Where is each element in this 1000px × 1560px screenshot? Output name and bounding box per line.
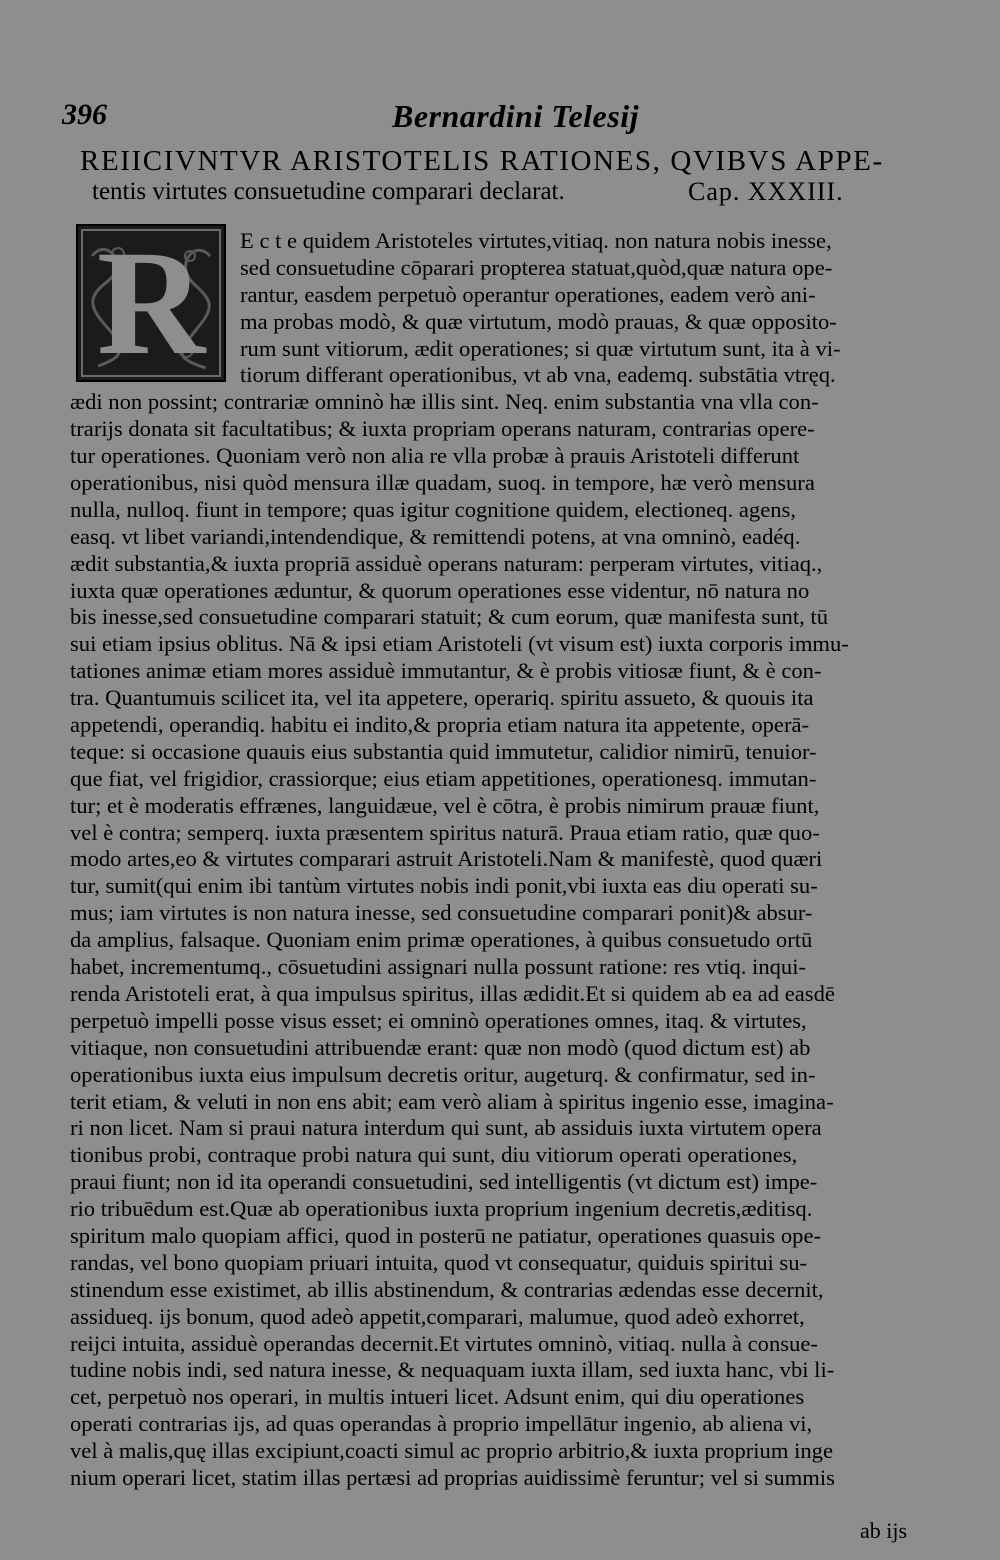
text-line: reijci intuita, assiduè operandas decernit.Et virtutes omninò, vitiaq. nulla à consue- [70,1330,818,1356]
running-title: Bernardini Telesij [392,98,639,134]
text-line: tur, sumit(qui enim ibi tantùm virtutes nobis indi ponit,vbi iuxta eas diu operati su- [70,873,818,899]
text-line: ma probas modò, & quæ virtutum, modò prauas, & quæ opposito- [240,308,837,334]
text-line: tur; et è moderatis effrænes, languidæue, vel è cōtra, è probis nimirum prauæ fiunt, [70,792,820,818]
text-line: iuxta quæ operationes æduntur, & quorum operationes esse videntur, nō natura no [70,577,810,603]
text-line: nulla, nulloq. fiunt in tempore; quas igitur cognitione quidem, electioneq. agens, [70,496,796,522]
running-head [62,98,902,138]
text-line: appetendi, operandiq. habitu ei indito,& propria etiam natura ita appetente, operā- [70,712,810,738]
text-line: E c t e quidem Aristoteles virtutes,vitiaq. non natura nobis inesse, [240,228,832,253]
page-number: 396 [62,98,107,131]
text-line: trarijs donata sit facultatibus; & iuxta propriam operans naturam, contrarias opere- [70,416,815,442]
text-line: modo artes,eo & virtutes comparari astruit Aristoteli.Nam & manifestè, quod quæri [70,846,823,872]
text-line: vel à malis,quę illas excipiunt,coacti simul ac proprio arbitrio,& iuxta proprium inge [70,1438,833,1464]
text-line: praui fiunt; non id ita operandi consuetudini, sed intelligentis (vt dictum est) impe- [70,1169,818,1195]
text-line: tra. Quantumuis scilicet ita, vel ita appetere, operariq. spiritu assueto, & quouis ita [70,685,814,711]
text-line: rantur, easdem perpetuò operantur operationes, eadem verò ani- [240,281,816,307]
initial-letter: R [96,220,206,386]
text-line: ædit substantia,& iuxta propriā assiduè operans naturam: perperam virtutes, vitiaq., [70,550,823,576]
text-line: cet, perpetuò nos operari, in multis intueri licet. Adsunt enim, qui diu operationes [70,1384,805,1410]
chapter-subtitle: tentis virtutes consuetudine comparari declarat. [92,178,565,205]
text-line: vel è contra; semperq. iuxta præsentem spiritus naturā. Praua etiam ratio, quæ quo- [70,819,820,845]
text-line: operati contrarias ijs, ad quas operandas à proprio impellātur ingenio, ab aliena vi, [70,1411,813,1437]
chapter-title-line2 [80,177,910,207]
text-line: ri non licet. Nam si praui natura interdum qui sunt, ab assiduis iuxta virtutem opera [70,1115,822,1141]
chapter-title-line1: REIICIVNTVR ARISTOTELIS RATIONES, QVIBVS APPE- [80,145,884,177]
text-line: easq. vt libet variandi,intendendique, & remittendi potens, at vna omninò, eadéq. [70,523,801,549]
text-line: sed consuetudine cōparari propterea statuat,quòd,quæ natura ope- [240,254,833,280]
chapter-number: Cap. XXXIII. [688,177,844,206]
text-line: vitiaque, non consuetudini attribuendæ erant: quæ non modò (quod dictum est) ab [70,1034,811,1060]
text-line: renda Aristoteli erat, à qua impulsus spiritus, illas ædidit.Et si quidem ab ea ad easdē [70,980,835,1006]
text-line: operationibus, nisi quòd mensura illæ quadam, suoq. in tempore, hæ verò mensura [70,470,815,496]
chapter-heading [80,145,910,207]
text-line: tionibus probi, contraque probi natura qui sunt, diu vitiorum operati operationes, [70,1142,798,1168]
text-line: perpetuò impelli posse visus esset; ei omninò operationes omnes, itaq. & virtutes, [70,1007,807,1033]
text-line: da amplius, falsaque. Quoniam enim primæ operationes, à quibus consuetudo ortū [70,927,813,953]
text-line: ædi non possint; contrariæ omninò hæ illis sint. Neq. enim substantia vna vlla con- [70,389,819,415]
text-line: tationes animæ etiam mores assiduè immutantur, & è probis vitiosæ fiunt, & è con- [70,658,822,684]
text-line: operationibus iuxta eius impulsum decretis oritur, augeturq. & confirmatur, sed in- [70,1061,816,1087]
text-line: tur operationes. Quoniam verò non alia re vlla probæ à prauis Aristoteli differunt [70,443,800,469]
text-line: sui etiam ipsius oblitus. Nā & ipsi etiam Aristoteli (vt visum est) iuxta corporis immu- [70,631,849,657]
text-line: rio tribuēdum est.Quæ ab operationibus iuxta proprium ingenium decretis,æditisq. [70,1196,813,1222]
text-line: tiorum differant operationibus, vt ab vna, eademq. substātia vtręq. [240,362,836,388]
text-line: randas, vel bono quopiam priuari intuita, quod vt consequatur, quiduis spiritui su- [70,1249,808,1275]
text-line: terit etiam, & veluti in non ens abit; eam verò aliam à spiritus ingenio esse, imagina- [70,1088,834,1114]
text-line: tudine nobis indi, sed natura inesse, & nequaquam iuxta illam, sed iuxta hanc, vbi li- [70,1357,835,1383]
text-line: mus; iam virtutes is non natura inesse, sed consuetudine comparari ponit)& absur- [70,900,813,926]
text-line: stinendum esse existimet, ab illis abstinendum, & contrarias ædendas esse decernit, [70,1276,824,1302]
text-line: assidueq. ijs bonum, quod adeò appetit,comparari, malumue, quod adeò exhorret, [70,1303,805,1329]
text-line: nium operari licet, statim illas pertæsi ad proprias auidissimè feruntur; vel si summis [70,1464,835,1490]
text-line: spiritum malo quopiam affici, quod in posterū ne patiatur, operationes quasuis ope- [70,1222,822,1248]
text-line: que fiat, vel frigidior, crassiorque; eius etiam appetitiones, operationesq. immutan- [70,765,817,791]
text-line: habet, incrementumq., cōsuetudini assignari nulla possunt ratione: res vtiq. inqui- [70,954,807,980]
text-line: rum sunt vitiorum, ædit operationes; si quæ virtutum sunt, ita à vi- [240,335,841,361]
text-line: teque: si occasione quauis eius substantia quid immutetur, calidior nimirū, tenuior- [70,738,817,764]
body-text [70,220,918,1492]
text-line: bis inesse,sed consuetudine comparari statuit; & cum eorum, quæ manifesta sunt, tū [70,604,828,630]
catchword: ab ijs [860,1518,908,1543]
